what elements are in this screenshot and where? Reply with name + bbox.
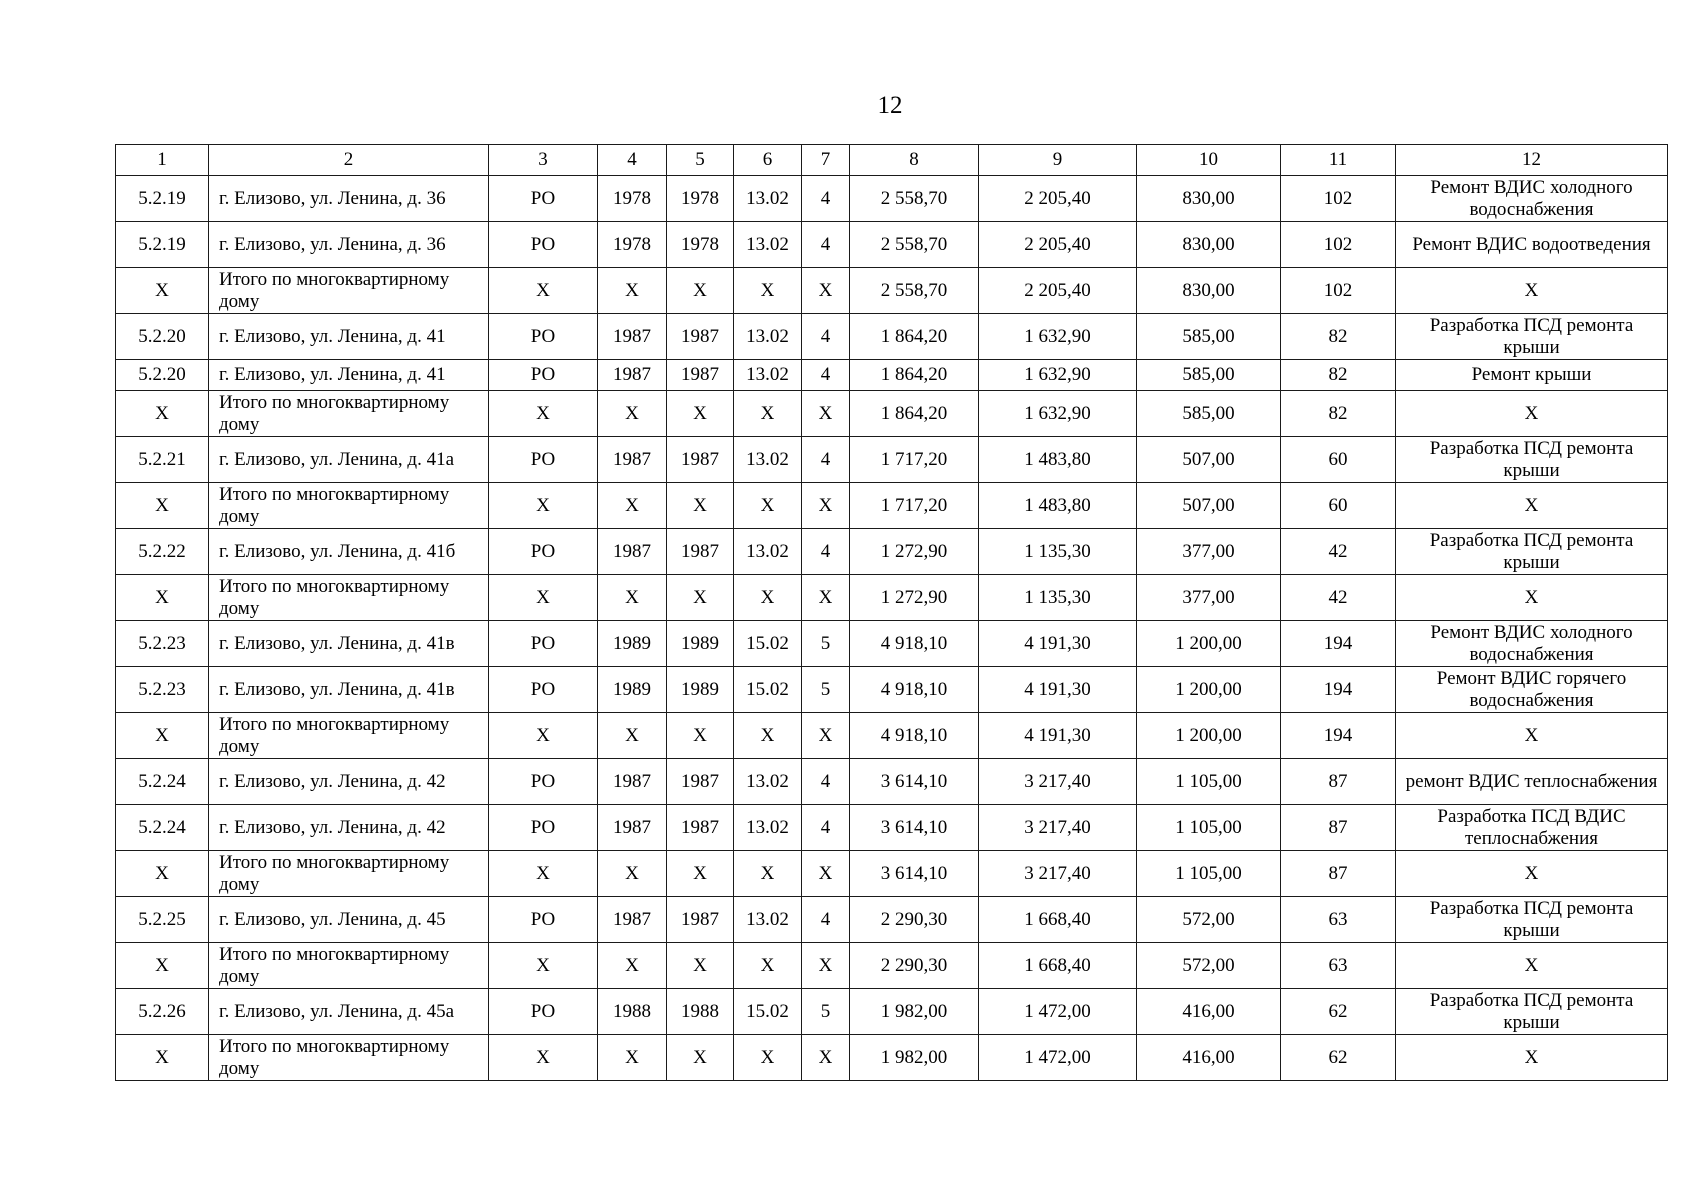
table-cell-col-4: X [598, 268, 667, 314]
table-cell-col-3: РО [489, 529, 598, 575]
table-cell-col-3: РО [489, 989, 598, 1035]
table-cell-col-2: г. Елизово, ул. Ленина, д. 41 [209, 314, 489, 360]
table-cell-col-10: 416,00 [1137, 989, 1281, 1035]
table-row [116, 897, 1668, 943]
table-cell-col-5: X [667, 268, 734, 314]
table-cell-col-12: X [1396, 713, 1668, 759]
table-cell-col-5: 1987 [667, 360, 734, 391]
table-cell-col-5: X [667, 1035, 734, 1081]
table-cell-col-11: 63 [1281, 897, 1396, 943]
table-cell-col-12: X [1396, 943, 1668, 989]
table-cell-col-5: X [667, 483, 734, 529]
table-cell-col-4: 1978 [598, 222, 667, 268]
table-cell-col-9: 1 632,90 [979, 314, 1137, 360]
table-cell-col-2: г. Елизово, ул. Ленина, д. 41в [209, 621, 489, 667]
table-cell-col-12: Ремонт ВДИС горячего водоснабжения [1396, 667, 1668, 713]
table-cell-col-1: 5.2.23 [116, 621, 209, 667]
table-cell-col-4: 1988 [598, 989, 667, 1035]
table-cell-col-1: 5.2.25 [116, 897, 209, 943]
table-cell-col-8: 1 717,20 [850, 483, 979, 529]
table-cell-col-12: Разработка ПСД ремонта крыши [1396, 314, 1668, 360]
table-cell-col-1: 5.2.23 [116, 667, 209, 713]
table-cell-col-12: X [1396, 1035, 1668, 1081]
table-cell-col-1: 5.2.21 [116, 437, 209, 483]
table-cell-col-12: X [1396, 851, 1668, 897]
table-cell-col-4: X [598, 1035, 667, 1081]
table-cell-col-12: Ремонт ВДИС холодного водоснабжения [1396, 621, 1668, 667]
table-cell-col-6: 13.02 [734, 437, 802, 483]
column-header: 3 [489, 145, 598, 176]
table-row [116, 483, 1668, 529]
table-cell-col-3: РО [489, 805, 598, 851]
table-cell-col-5: X [667, 391, 734, 437]
table-cell-col-6: 13.02 [734, 805, 802, 851]
table-cell-col-7: X [802, 483, 850, 529]
table-cell-col-7: X [802, 851, 850, 897]
table-cell-col-7: 5 [802, 989, 850, 1035]
table-cell-col-11: 102 [1281, 268, 1396, 314]
table-cell-col-9: 1 472,00 [979, 1035, 1137, 1081]
table-cell-col-3: РО [489, 667, 598, 713]
table-cell-col-8: 1 864,20 [850, 360, 979, 391]
table-cell-col-1: X [116, 943, 209, 989]
table-cell-col-9: 1 135,30 [979, 529, 1137, 575]
table-cell-col-1: X [116, 268, 209, 314]
table-cell-col-6: X [734, 483, 802, 529]
table-cell-col-3: РО [489, 759, 598, 805]
table-cell-col-5: X [667, 713, 734, 759]
table-cell-col-8: 1 272,90 [850, 575, 979, 621]
table-row [116, 176, 1668, 222]
table-cell-col-9: 2 205,40 [979, 222, 1137, 268]
table-cell-col-2: г. Елизово, ул. Ленина, д. 41в [209, 667, 489, 713]
table-cell-col-8: 3 614,10 [850, 851, 979, 897]
table-cell-col-4: 1989 [598, 621, 667, 667]
table-cell-col-4: X [598, 713, 667, 759]
table-cell-col-1: X [116, 575, 209, 621]
table-cell-col-4: 1978 [598, 176, 667, 222]
table-cell-col-10: 377,00 [1137, 575, 1281, 621]
table-cell-col-10: 585,00 [1137, 391, 1281, 437]
table-cell-col-4: X [598, 851, 667, 897]
table-cell-col-3: РО [489, 222, 598, 268]
table-cell-col-3: X [489, 268, 598, 314]
column-header: 5 [667, 145, 734, 176]
table-cell-col-2: г. Елизово, ул. Ленина, д. 42 [209, 759, 489, 805]
table-cell-col-2: Итого по многоквартирному дому [209, 943, 489, 989]
table-cell-col-4: 1989 [598, 667, 667, 713]
table-cell-col-6: 13.02 [734, 360, 802, 391]
column-header: 4 [598, 145, 667, 176]
table-row [116, 943, 1668, 989]
table-cell-col-7: 4 [802, 805, 850, 851]
table-cell-col-5: 1987 [667, 529, 734, 575]
table-cell-col-9: 3 217,40 [979, 759, 1137, 805]
page-number: 12 [877, 92, 903, 119]
table-cell-col-10: 377,00 [1137, 529, 1281, 575]
table-cell-col-1: X [116, 851, 209, 897]
table-cell-col-2: г. Елизово, ул. Ленина, д. 41а [209, 437, 489, 483]
table-cell-col-7: X [802, 391, 850, 437]
table-cell-col-2: г. Елизово, ул. Ленина, д. 41 [209, 360, 489, 391]
table-cell-col-11: 62 [1281, 1035, 1396, 1081]
table-cell-col-6: 15.02 [734, 989, 802, 1035]
table-cell-col-3: X [489, 851, 598, 897]
table-cell-col-11: 60 [1281, 483, 1396, 529]
table-cell-col-6: X [734, 1035, 802, 1081]
table-cell-col-8: 1 982,00 [850, 989, 979, 1035]
table-cell-col-9: 1 135,30 [979, 575, 1137, 621]
table-cell-col-3: РО [489, 621, 598, 667]
table-cell-col-11: 82 [1281, 314, 1396, 360]
table-cell-col-1: X [116, 483, 209, 529]
table-cell-col-1: 5.2.26 [116, 989, 209, 1035]
table-row [116, 222, 1668, 268]
table-cell-col-6: X [734, 713, 802, 759]
table-cell-col-10: 585,00 [1137, 360, 1281, 391]
table-cell-col-5: 1978 [667, 176, 734, 222]
table-cell-col-10: 1 105,00 [1137, 805, 1281, 851]
table-row [116, 575, 1668, 621]
table-cell-col-10: 1 105,00 [1137, 851, 1281, 897]
table-cell-col-5: X [667, 943, 734, 989]
table-cell-col-6: 15.02 [734, 621, 802, 667]
table-row [116, 391, 1668, 437]
table-cell-col-7: 4 [802, 897, 850, 943]
table-cell-col-12: X [1396, 268, 1668, 314]
table-cell-col-8: 2 290,30 [850, 897, 979, 943]
table-cell-col-12: Разработка ПСД ремонта крыши [1396, 437, 1668, 483]
table-cell-col-2: г. Елизово, ул. Ленина, д. 45а [209, 989, 489, 1035]
table-cell-col-7: 4 [802, 222, 850, 268]
table-cell-col-1: X [116, 713, 209, 759]
table-cell-col-12: Ремонт ВДИС водоотведения [1396, 222, 1668, 268]
table-cell-col-4: X [598, 483, 667, 529]
table-cell-col-12: X [1396, 483, 1668, 529]
register-table [115, 144, 1668, 1081]
table-cell-col-7: X [802, 268, 850, 314]
table-cell-col-6: X [734, 268, 802, 314]
table-cell-col-10: 1 200,00 [1137, 667, 1281, 713]
table-row [116, 851, 1668, 897]
table-cell-col-12: Разработка ПСД ВДИС теплоснабжения [1396, 805, 1668, 851]
table-cell-col-6: 13.02 [734, 176, 802, 222]
table-cell-col-2: г. Елизово, ул. Ленина, д. 41б [209, 529, 489, 575]
table-cell-col-6: 13.02 [734, 314, 802, 360]
table-cell-col-10: 830,00 [1137, 222, 1281, 268]
table-cell-col-8: 1 864,20 [850, 391, 979, 437]
table-cell-col-10: 1 200,00 [1137, 713, 1281, 759]
table-cell-col-11: 62 [1281, 989, 1396, 1035]
table-cell-col-1: 5.2.24 [116, 759, 209, 805]
table-cell-col-2: г. Елизово, ул. Ленина, д. 36 [209, 222, 489, 268]
table-cell-col-6: X [734, 943, 802, 989]
table-cell-col-5: 1988 [667, 989, 734, 1035]
table-cell-col-6: 13.02 [734, 897, 802, 943]
table-cell-col-5: 1987 [667, 897, 734, 943]
table-cell-col-1: 5.2.19 [116, 176, 209, 222]
table-cell-col-4: X [598, 391, 667, 437]
table-cell-col-10: 585,00 [1137, 314, 1281, 360]
table-cell-col-9: 3 217,40 [979, 851, 1137, 897]
table-cell-col-9: 1 632,90 [979, 391, 1137, 437]
table-cell-col-6: 15.02 [734, 667, 802, 713]
table-cell-col-7: 4 [802, 529, 850, 575]
table-cell-col-9: 2 205,40 [979, 268, 1137, 314]
table-cell-col-11: 102 [1281, 176, 1396, 222]
table-cell-col-2: Итого по многоквартирному дому [209, 1035, 489, 1081]
table-cell-col-1: 5.2.20 [116, 360, 209, 391]
table-cell-col-7: 4 [802, 360, 850, 391]
table-cell-col-7: 4 [802, 176, 850, 222]
table-cell-col-1: X [116, 391, 209, 437]
table-row [116, 314, 1668, 360]
table-cell-col-9: 1 483,80 [979, 437, 1137, 483]
table-row [116, 667, 1668, 713]
column-header: 1 [116, 145, 209, 176]
table-cell-col-1: 5.2.20 [116, 314, 209, 360]
table-cell-col-4: 1987 [598, 360, 667, 391]
table-cell-col-11: 87 [1281, 805, 1396, 851]
table-cell-col-12: Разработка ПСД ремонта крыши [1396, 529, 1668, 575]
table-cell-col-2: Итого по многоквартирному дому [209, 391, 489, 437]
table-cell-col-2: г. Елизово, ул. Ленина, д. 45 [209, 897, 489, 943]
table-cell-col-8: 2 290,30 [850, 943, 979, 989]
table-cell-col-11: 87 [1281, 759, 1396, 805]
column-header: 2 [209, 145, 489, 176]
table-cell-col-5: 1987 [667, 759, 734, 805]
table-cell-col-9: 1 668,40 [979, 943, 1137, 989]
table-cell-col-5: 1987 [667, 437, 734, 483]
table-cell-col-10: 1 200,00 [1137, 621, 1281, 667]
table-cell-col-8: 1 982,00 [850, 1035, 979, 1081]
table-cell-col-11: 60 [1281, 437, 1396, 483]
table-row [116, 437, 1668, 483]
table-cell-col-8: 1 717,20 [850, 437, 979, 483]
table-cell-col-11: 63 [1281, 943, 1396, 989]
table-cell-col-4: 1987 [598, 897, 667, 943]
table-cell-col-9: 1 472,00 [979, 989, 1137, 1035]
table-cell-col-8: 4 918,10 [850, 713, 979, 759]
table-cell-col-11: 102 [1281, 222, 1396, 268]
table-cell-col-3: X [489, 943, 598, 989]
table-cell-col-9: 1 632,90 [979, 360, 1137, 391]
table-cell-col-11: 194 [1281, 713, 1396, 759]
table-cell-col-2: г. Елизово, ул. Ленина, д. 36 [209, 176, 489, 222]
table-cell-col-12: Разработка ПСД ремонта крыши [1396, 989, 1668, 1035]
column-header: 11 [1281, 145, 1396, 176]
table-cell-col-5: 1989 [667, 621, 734, 667]
table-cell-col-2: г. Елизово, ул. Ленина, д. 42 [209, 805, 489, 851]
table-cell-col-9: 2 205,40 [979, 176, 1137, 222]
table-cell-col-11: 194 [1281, 621, 1396, 667]
table-cell-col-4: 1987 [598, 759, 667, 805]
table-cell-col-3: X [489, 575, 598, 621]
table-cell-col-12: ремонт ВДИС теплоснабжения [1396, 759, 1668, 805]
table-row [116, 713, 1668, 759]
table-cell-col-10: 507,00 [1137, 437, 1281, 483]
table-cell-col-11: 82 [1281, 360, 1396, 391]
table-body [116, 145, 1668, 1081]
table-cell-col-7: X [802, 713, 850, 759]
table-cell-col-7: 4 [802, 314, 850, 360]
table-cell-col-11: 42 [1281, 575, 1396, 621]
table-cell-col-2: Итого по многоквартирному дому [209, 851, 489, 897]
table-cell-col-11: 194 [1281, 667, 1396, 713]
table-cell-col-7: X [802, 1035, 850, 1081]
table-cell-col-12: Разработка ПСД ремонта крыши [1396, 897, 1668, 943]
table-cell-col-2: Итого по многоквартирному дому [209, 575, 489, 621]
table-cell-col-1: X [116, 1035, 209, 1081]
table-cell-col-5: 1987 [667, 314, 734, 360]
table-row [116, 989, 1668, 1035]
column-header: 7 [802, 145, 850, 176]
column-header: 8 [850, 145, 979, 176]
table-cell-col-3: X [489, 713, 598, 759]
table-cell-col-10: 507,00 [1137, 483, 1281, 529]
table-cell-col-9: 3 217,40 [979, 805, 1137, 851]
table-cell-col-4: 1987 [598, 529, 667, 575]
table-cell-col-4: X [598, 575, 667, 621]
table-cell-col-3: X [489, 483, 598, 529]
table-cell-col-9: 1 668,40 [979, 897, 1137, 943]
table-cell-col-5: 1987 [667, 805, 734, 851]
table-cell-col-5: X [667, 851, 734, 897]
table-cell-col-12: Ремонт ВДИС холодного водоснабжения [1396, 176, 1668, 222]
table-cell-col-9: 4 191,30 [979, 621, 1137, 667]
table-cell-col-10: 830,00 [1137, 176, 1281, 222]
table-cell-col-3: РО [489, 360, 598, 391]
table-cell-col-3: РО [489, 176, 598, 222]
table-cell-col-2: Итого по многоквартирному дому [209, 268, 489, 314]
column-header: 6 [734, 145, 802, 176]
table-row [116, 805, 1668, 851]
table-cell-col-7: 4 [802, 759, 850, 805]
table-cell-col-7: 5 [802, 667, 850, 713]
table-row [116, 529, 1668, 575]
table-cell-col-1: 5.2.24 [116, 805, 209, 851]
column-header: 12 [1396, 145, 1668, 176]
table-cell-col-10: 572,00 [1137, 897, 1281, 943]
table-cell-col-12: X [1396, 391, 1668, 437]
table-cell-col-4: 1987 [598, 314, 667, 360]
table-cell-col-2: Итого по многоквартирному дому [209, 483, 489, 529]
table-cell-col-9: 4 191,30 [979, 713, 1137, 759]
table-cell-col-3: X [489, 1035, 598, 1081]
table-cell-col-7: 5 [802, 621, 850, 667]
table-cell-col-6: 13.02 [734, 529, 802, 575]
table-row [116, 360, 1668, 391]
table-cell-col-10: 1 105,00 [1137, 759, 1281, 805]
column-header: 9 [979, 145, 1137, 176]
table-row [116, 621, 1668, 667]
table-cell-col-2: Итого по многоквартирному дому [209, 713, 489, 759]
table-cell-col-8: 3 614,10 [850, 805, 979, 851]
table-row [116, 1035, 1668, 1081]
header-row [116, 145, 1668, 176]
table-cell-col-1: 5.2.19 [116, 222, 209, 268]
table-cell-col-9: 1 483,80 [979, 483, 1137, 529]
table-cell-col-7: X [802, 575, 850, 621]
table-cell-col-5: 1989 [667, 667, 734, 713]
table-cell-col-7: 4 [802, 437, 850, 483]
table-cell-col-4: 1987 [598, 805, 667, 851]
table-cell-col-8: 3 614,10 [850, 759, 979, 805]
table-cell-col-4: X [598, 943, 667, 989]
table-cell-col-3: РО [489, 897, 598, 943]
table-cell-col-12: X [1396, 575, 1668, 621]
table-cell-col-8: 1 864,20 [850, 314, 979, 360]
table-cell-col-3: РО [489, 314, 598, 360]
table-cell-col-6: 13.02 [734, 222, 802, 268]
table-cell-col-9: 4 191,30 [979, 667, 1137, 713]
table-cell-col-5: 1978 [667, 222, 734, 268]
table-cell-col-6: 13.02 [734, 759, 802, 805]
table-cell-col-7: X [802, 943, 850, 989]
column-header: 10 [1137, 145, 1281, 176]
table-cell-col-11: 42 [1281, 529, 1396, 575]
table-cell-col-4: 1987 [598, 437, 667, 483]
table-cell-col-12: Ремонт крыши [1396, 360, 1668, 391]
table-cell-col-6: X [734, 575, 802, 621]
table-cell-col-6: X [734, 391, 802, 437]
table-cell-col-3: РО [489, 437, 598, 483]
table-cell-col-11: 82 [1281, 391, 1396, 437]
table-cell-col-3: X [489, 391, 598, 437]
table-cell-col-8: 4 918,10 [850, 621, 979, 667]
table-cell-col-5: X [667, 575, 734, 621]
table-cell-col-8: 2 558,70 [850, 268, 979, 314]
table-cell-col-10: 416,00 [1137, 1035, 1281, 1081]
table-cell-col-8: 1 272,90 [850, 529, 979, 575]
table-cell-col-10: 830,00 [1137, 268, 1281, 314]
table-cell-col-11: 87 [1281, 851, 1396, 897]
table-cell-col-8: 2 558,70 [850, 176, 979, 222]
table-cell-col-6: X [734, 851, 802, 897]
table-cell-col-8: 2 558,70 [850, 222, 979, 268]
table-row [116, 268, 1668, 314]
table-row [116, 759, 1668, 805]
table-cell-col-10: 572,00 [1137, 943, 1281, 989]
table-cell-col-1: 5.2.22 [116, 529, 209, 575]
table-cell-col-8: 4 918,10 [850, 667, 979, 713]
